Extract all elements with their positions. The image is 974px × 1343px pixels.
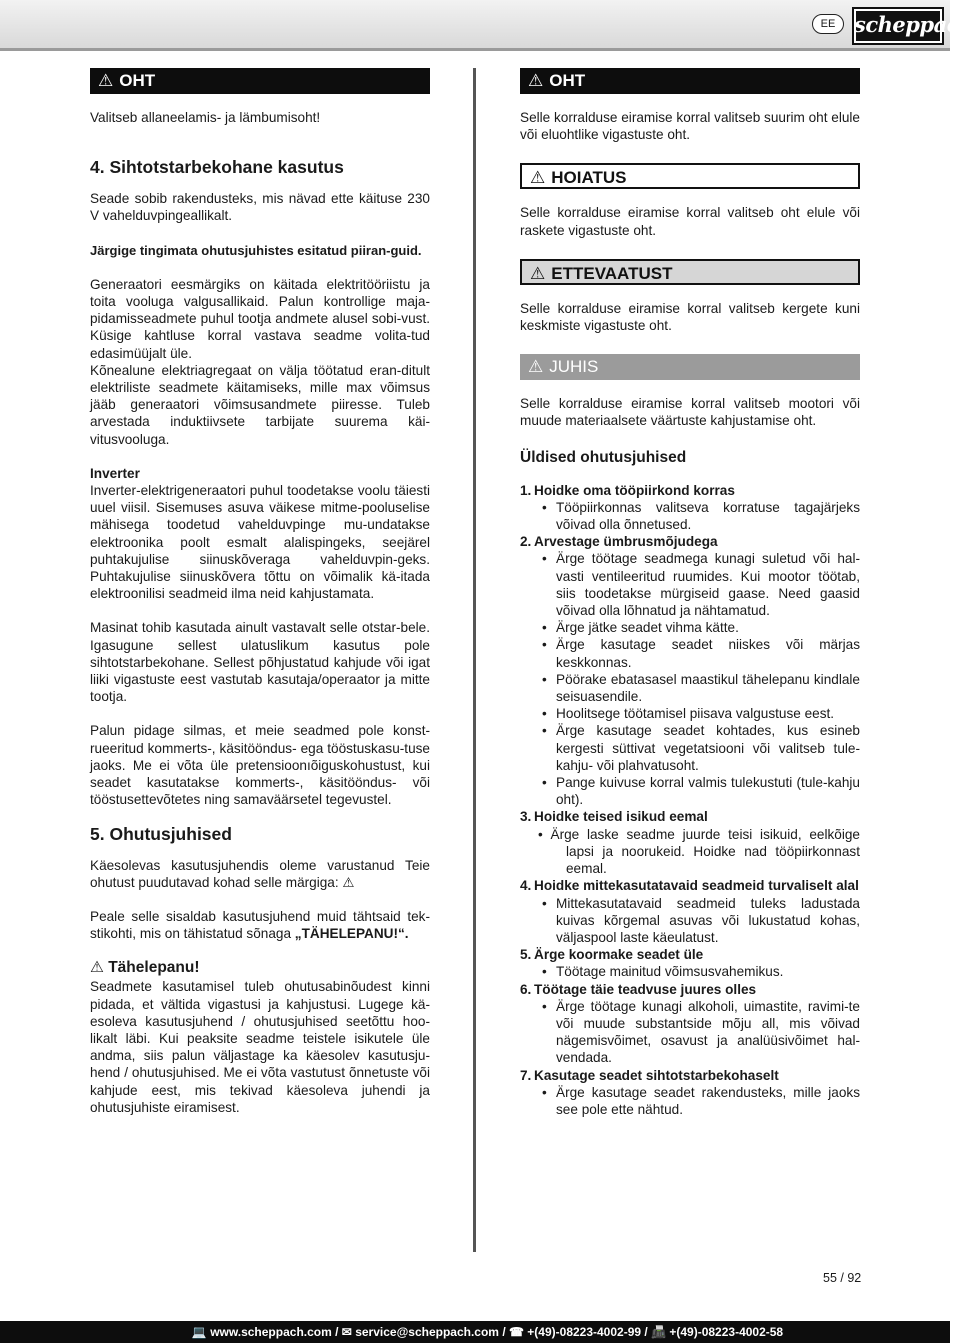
email-icon: ✉ xyxy=(341,1325,352,1339)
list-item: • Ärge töötage seadmega kunagi suletud või hal-vasti ventileeritud ruumides. Kui mootor töötab, siis toodetakse mürgiseid gaase. Need gaasid võivad olla lõhnatud ja nähtamatud. xyxy=(520,550,860,619)
section-5-paragraph: Käesolevas kasutusjuhendis oleme varustanud Teie ohutust puudutavad kohad selle märgiga: ⚠ xyxy=(90,857,430,890)
computer-icon: 💻 xyxy=(191,1325,207,1339)
rule-items xyxy=(520,998,860,1067)
rule-title: Hoidke teised isikud eemal xyxy=(534,809,708,825)
warning-text: Selle korralduse eiramise korral valitseb oht elule või raskete vigastuste oht. xyxy=(520,205,860,238)
warning-triangle-icon: ⚠ xyxy=(530,168,546,188)
rule-number: 1. xyxy=(520,482,532,498)
list-item: • Mittekasutatavaid seadmeid tuleks ladustada kuivas kõrgemal asuvas või lukustatud kohas, väljaspool laste käeulatust. xyxy=(520,895,860,947)
rule-heading xyxy=(520,533,860,550)
rule-title: Töötage täie teadvuse juures olles xyxy=(534,981,757,997)
phone-number: +(49)-08223-4002-99 xyxy=(527,1325,642,1339)
section-4-paragraph: Seade sobib rakendusteks, mis nävad ette käituse 230 V vahelduvpingeallikalt. xyxy=(90,191,430,224)
list-item: • Tööpiirkonnas valitseva korratuse tagajärjeks võivad olla õnnetused. xyxy=(520,499,860,533)
notice-text: Selle korralduse eiramise korral valitseb mootori või muude materiaalsete väärtuste kahjustamise oht. xyxy=(520,396,860,429)
rule-number: 4. xyxy=(520,878,532,894)
section-4-paragraph: Kõnealune elektriagregaat on välja töötatud eran-ditult elektriliste seadmete käitamiseks, mille max võimsus jääb generaatori võimsusandmete piiresse. Tuleb arvestada induktiivsete tarbijate suurema käi-vitusvooluga. xyxy=(90,362,430,447)
page-number: 55 / 92 xyxy=(823,1271,862,1285)
attention-title: ⚠ Tähelepanu! xyxy=(90,959,200,977)
rule-number: 3. xyxy=(520,809,532,825)
danger-text: Selle korralduse eiramise korral valitseb suurim oht elule või eluohtlike vigastuste oht. xyxy=(520,110,860,143)
inverter-title: Inverter xyxy=(90,465,140,481)
phone-icon: ☎ xyxy=(509,1325,524,1339)
rule-heading xyxy=(520,1067,860,1084)
website-link[interactable]: www.scheppach.com xyxy=(210,1325,332,1339)
rule-items xyxy=(520,1084,860,1118)
list-item: • Hoolitsege töötamisel piisava valgustuse eest. xyxy=(520,705,860,722)
danger-bar: ⚠ OHT xyxy=(520,68,860,94)
top-header-bar xyxy=(0,0,974,51)
list-item: • Ärge jätke seadet vihma kätte. xyxy=(520,619,860,636)
list-item: • Pange kuivuse korral valmis tulekustuti (tule-kahju oht). xyxy=(520,774,860,808)
rule-items xyxy=(520,499,860,533)
rule-title: Hoidke mittekasutatavaid seadmeid turvaliselt alal xyxy=(534,878,859,894)
rule-title: Kasutage seadet sihtotstarbekohaselt xyxy=(534,1067,779,1083)
rule-number: 6. xyxy=(520,981,532,997)
column-divider xyxy=(473,68,476,1252)
list-item: • Ärge kasutage seadet rakendusteks, mille jaoks see pole ette nähtud. xyxy=(520,1084,860,1118)
rule-items xyxy=(520,963,860,980)
rule-items xyxy=(520,550,860,808)
warning-triangle-icon: ⚠ xyxy=(98,71,114,90)
danger-bar: ⚠ OHT xyxy=(90,68,430,94)
scheppach-logo: scheppach xyxy=(852,7,944,45)
rule-heading xyxy=(520,808,860,825)
general-safety-title: Üldised ohutusjuhised xyxy=(520,448,687,466)
warning-triangle-icon: ⚠ xyxy=(528,71,544,90)
fax-number: +(49)-08223-4002-58 xyxy=(669,1325,784,1339)
section-4-paragraph: Generaatori eesmärgiks on käitada elektritööriistu ja toita vooluga valgusallikaid. Palun kontrollige maja-pidamisseadmete puhul tootja andmete alusel sobi-vust. Küsige kahtluse korral vastava seadme volita-tud edasimüüjalt üle. xyxy=(90,276,430,361)
warning-triangle-icon: ⚠ xyxy=(528,357,544,377)
inverter-text: Inverter-elektrigeneraatori puhul toodetakse voolu täiesti uuel viisil. Sisemuses asuva väikese mitme-pooluselise mähisega toodetud vahelduvpinge mu-undatakse elektroonika poolt esmalt alalispingeks, seejärel puhtakujulise siinuskõveraga vahelduvpin-geks. Puhtakujulise siinuskõvera tõttu on võimalik kä-itada elektroonilisi seadmeid ilma neid kahjustamata. xyxy=(90,483,430,602)
notice-bar: ⚠ JUHIS xyxy=(520,354,860,380)
warning-bar: ⚠ HOIATUS xyxy=(520,163,860,189)
rule-number: 7. xyxy=(520,1067,532,1083)
section-5-title: 5. Ohutusjuhised xyxy=(90,823,232,844)
rule-heading xyxy=(520,946,860,963)
warning-triangle-icon: ⚠ xyxy=(530,263,546,283)
caution-text: Selle korralduse eiramise korral valitseb kergete kuni keskmiste vigastuste oht. xyxy=(520,300,860,334)
rule-title: Ärge koormake seadet üle xyxy=(534,947,704,963)
list-item: • Ärge kasutage seadet kohtades, kus esineb kergesti süttivat vegetatsiooni või valitseb tule-kahju- või plahvatusoht. xyxy=(520,722,860,774)
warning-triangle-icon: ⚠ xyxy=(342,874,355,890)
language-badge: EE xyxy=(812,14,844,34)
rule-heading xyxy=(520,877,860,894)
section-4-title: 4. Sihtotstarbekohane kasutus xyxy=(90,157,344,178)
rule-heading xyxy=(520,482,860,499)
rule-items xyxy=(520,895,860,947)
warning-triangle-icon: ⚠ xyxy=(90,959,104,977)
email-link[interactable]: service@scheppach.com xyxy=(355,1325,499,1339)
section-4-bold-note: Järgige tingimata ohutusjuhistes esitatud piiran-guid. xyxy=(90,242,422,258)
section-4-paragraph: Palun pidage silmas, et meie seadmed pole konst-rueeritud kommerts-, käsitööndus- ega tööstuskasu-tuse jaoks. Me ei võta üle pretensioonıõiguskohustust, kui seadet kasutatakse kommerts-, käsitööndus- või tööstusettevõtetes ning samaväärsetel tegevustel. xyxy=(90,723,430,808)
list-item: • Ärge töötage kunagi alkoholi, uimastite, ravimi-te või muude substantside mõju all, mis võivad nägemisvõimet, osavust ja analüüsivõimet hal-vendada. xyxy=(520,998,860,1067)
attention-text: Seadmete kasutamisel tuleb ohutusabinõudest kinni pidada, et vältida vigastusi ja kahjustusi. Lugege kä-esoleva kasutusjuhend / ohutusjuhised seetõttu hoo-likalt läbi. Kui peaksite seadme teistele isikutele üle andma, siis palun väljastage ka käesolev kasutusju-hend / ohutusjuhised. Me ei võta vastutust õnnetuste või kahjude eest, mis tekivad käesoleva juhendi ja ohutusjuhiste eiramisest. xyxy=(90,979,430,1115)
rule-title: Arvestage ümbrusmõjudega xyxy=(534,534,718,550)
right-column xyxy=(520,68,860,1118)
rule-number: 2. xyxy=(520,534,532,550)
list-item: • Ärge laske seadme juurde teisi isikuid, eelkõige lapsi ja noorukeid. Hoidke nad tööpiirkonnast eemal. xyxy=(538,826,860,877)
rule-number: 5. xyxy=(520,947,532,963)
section-5-paragraph: Peale selle sisaldab kasutusjuhend muid tähtsaid tek-stikohti, mis on tähistatud sõnaga „TÄHELEPANU!“. xyxy=(90,908,430,942)
rule-title: Hoidke oma tööpiirkond korras xyxy=(534,482,735,498)
fax-icon: 📠 xyxy=(651,1325,667,1339)
left-column xyxy=(90,68,430,1116)
rule-heading xyxy=(520,981,860,998)
list-item: • Töötage mainitud võimsusvahemikus. xyxy=(520,963,860,980)
safety-rules-list xyxy=(520,482,860,1119)
list-item: • Ärge kasutage seadet niiskes või märjas keskkonnas. xyxy=(520,636,860,670)
footer-bar: 💻 www.scheppach.com / ✉ service@scheppach.com / ☎ +(49)-08223-4002-99 / 📠 +(49)-08223-4002-58 xyxy=(0,1321,950,1343)
caution-bar: ⚠ ETTEVAATUST xyxy=(520,259,860,285)
rule-items xyxy=(520,826,860,878)
danger-text: Valitseb allaneelamis- ja lämbumisoht! xyxy=(90,110,321,125)
list-item: • Pöörake ebatasasel maastikul tähelepanu kindlale seisuasendile. xyxy=(520,671,860,705)
section-4-paragraph: Masinat tohib kasutada ainult vastavalt selle otstar-bele. Igasugune sellest ulatuslikum kasutus pole sihtotstarbekohane. Sellest põhjustatud kahjude või igat liiki vigastuste eest vastutab kasutaja/operaator ja mitte tootja. xyxy=(90,620,430,705)
